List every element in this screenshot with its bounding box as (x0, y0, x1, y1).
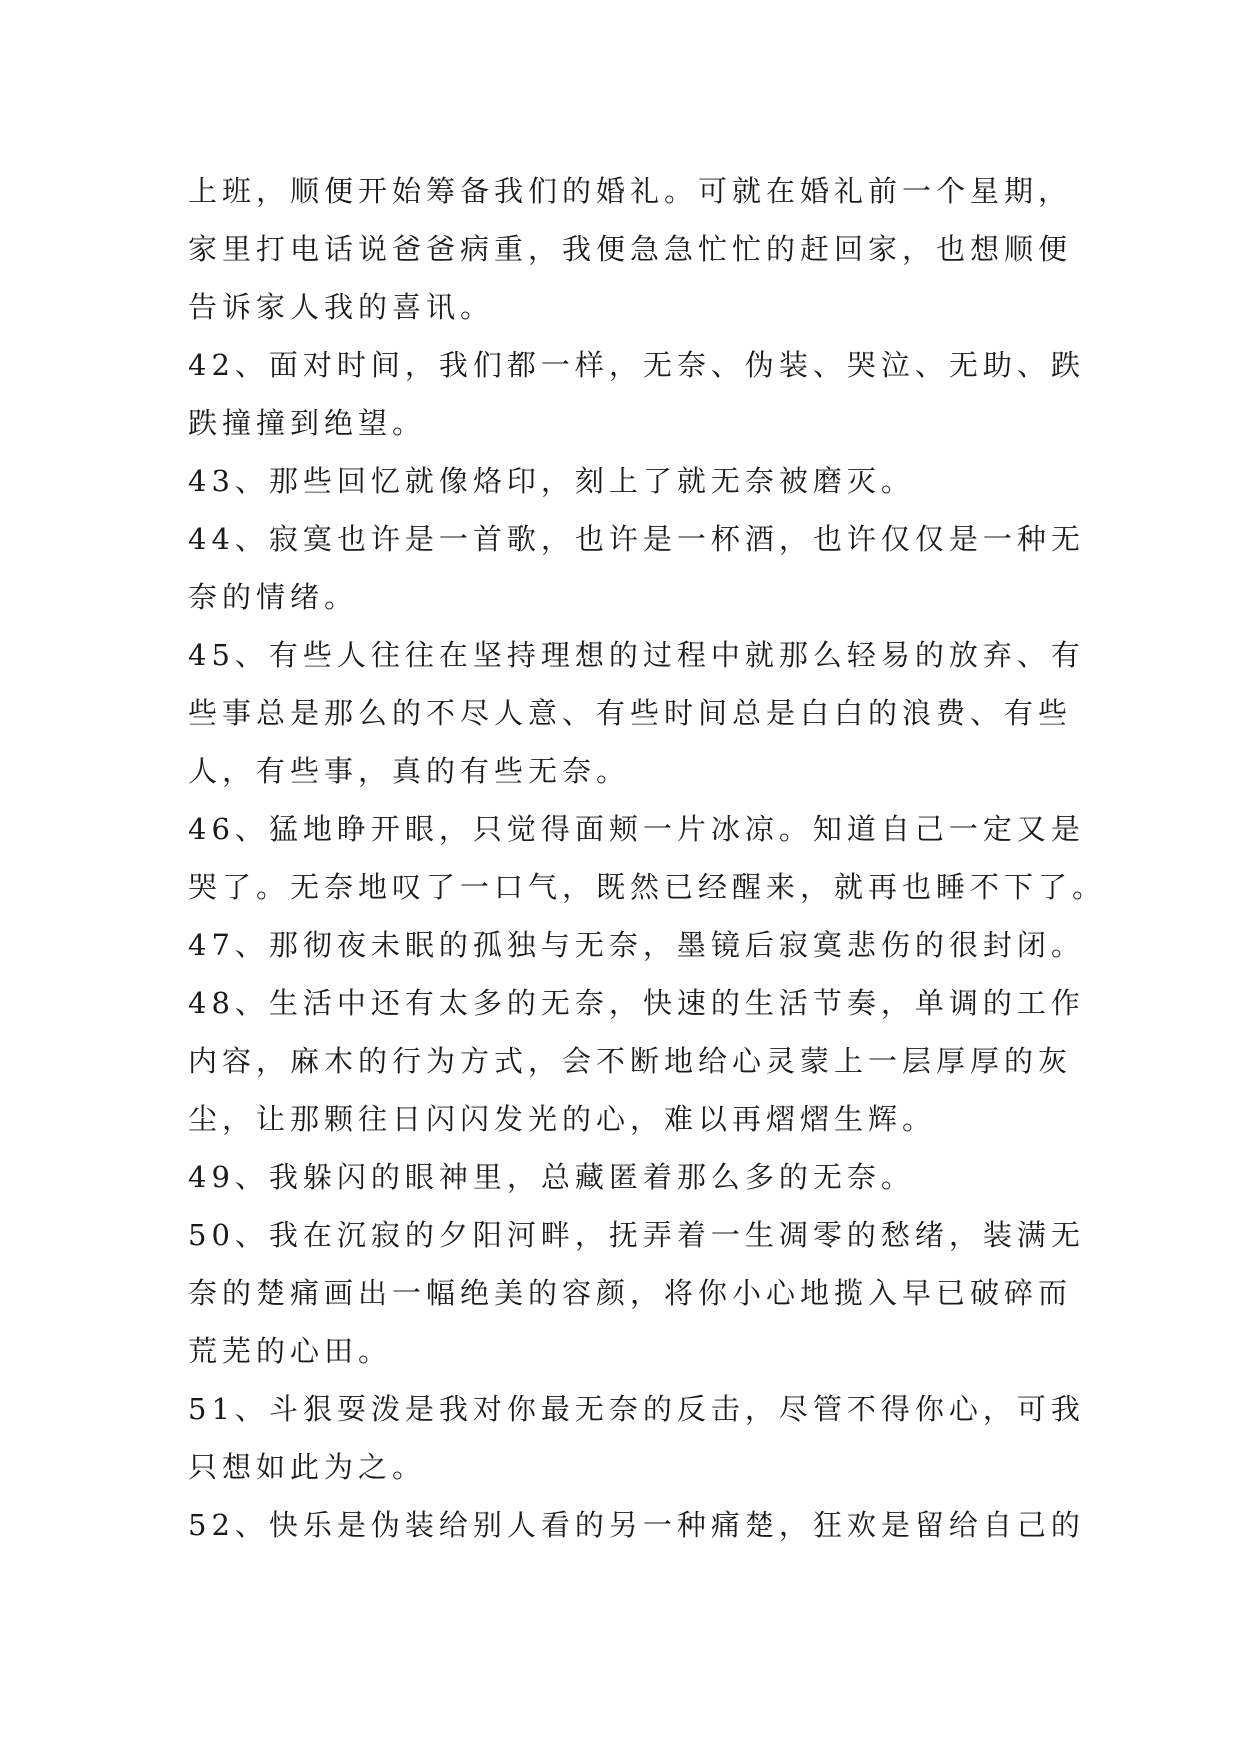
text-line: 48、生活中还有太多的无奈，快速的生活节奏，单调的工作 (188, 986, 1085, 1020)
text-line: 49、我躲闪的眼神里，总藏匿着那么多的无奈。 (188, 1160, 915, 1194)
text-line: 43、那些回忆就像烙印，刻上了就无奈被磨灭。 (188, 464, 915, 498)
text-line: 人，有些事，真的有些无奈。 (188, 754, 631, 788)
text-line: 只想如此为之。 (188, 1450, 427, 1484)
text-line: 45、有些人往往在坚持理想的过程中就那么轻易的放弃、有 (188, 638, 1085, 672)
text-line: 荒芜的心田。 (188, 1334, 393, 1368)
text-line: 52、快乐是伪装给别人看的另一种痛楚，狂欢是留给自己的 (188, 1508, 1085, 1542)
text-line: 51、斗狠耍泼是我对你最无奈的反击，尽管不得你心，可我 (188, 1392, 1085, 1426)
text-line: 跌撞撞到绝望。 (188, 406, 427, 440)
text-line: 些事总是那么的不尽人意、有些时间总是白白的浪费、有些 (188, 696, 1073, 730)
text-line: 上班，顺便开始筹备我们的婚礼。可就在婚礼前一个星期， (188, 174, 1073, 208)
text-line: 尘，让那颗往日闪闪发光的心，难以再熠熠生辉。 (188, 1102, 937, 1136)
text-line: 家里打电话说爸爸病重，我便急急忙忙的赶回家，也想顺便 (188, 232, 1073, 266)
text-line: 告诉家人我的喜讯。 (188, 290, 495, 324)
text-line: 奈的楚痛画出一幅绝美的容颜，将你小心地揽入早已破碎而 (188, 1276, 1073, 1310)
body-text (188, 162, 1107, 1554)
text-line: 50、我在沉寂的夕阳河畔，抚弄着一生凋零的愁绪，装满无 (188, 1218, 1085, 1252)
text-line: 哭了。无奈地叹了一口气，既然已经醒来，就再也睡不下了。 (188, 870, 1107, 904)
text-line: 47、那彻夜未眠的孤独与无奈，墨镜后寂寞悲伤的很封闭。 (188, 928, 1085, 962)
text-line: 46、猛地睁开眼，只觉得面颊一片冰凉。知道自己一定又是 (188, 812, 1085, 846)
text-line: 内容，麻木的行为方式，会不断地给心灵蒙上一层厚厚的灰 (188, 1044, 1073, 1078)
text-line: 44、寂寞也许是一首歌，也许是一杯酒，也许仅仅是一种无 (188, 522, 1085, 556)
text-line: 42、面对时间，我们都一样，无奈、伪装、哭泣、无助、跌 (188, 348, 1085, 382)
text-line: 奈的情绪。 (188, 580, 359, 614)
